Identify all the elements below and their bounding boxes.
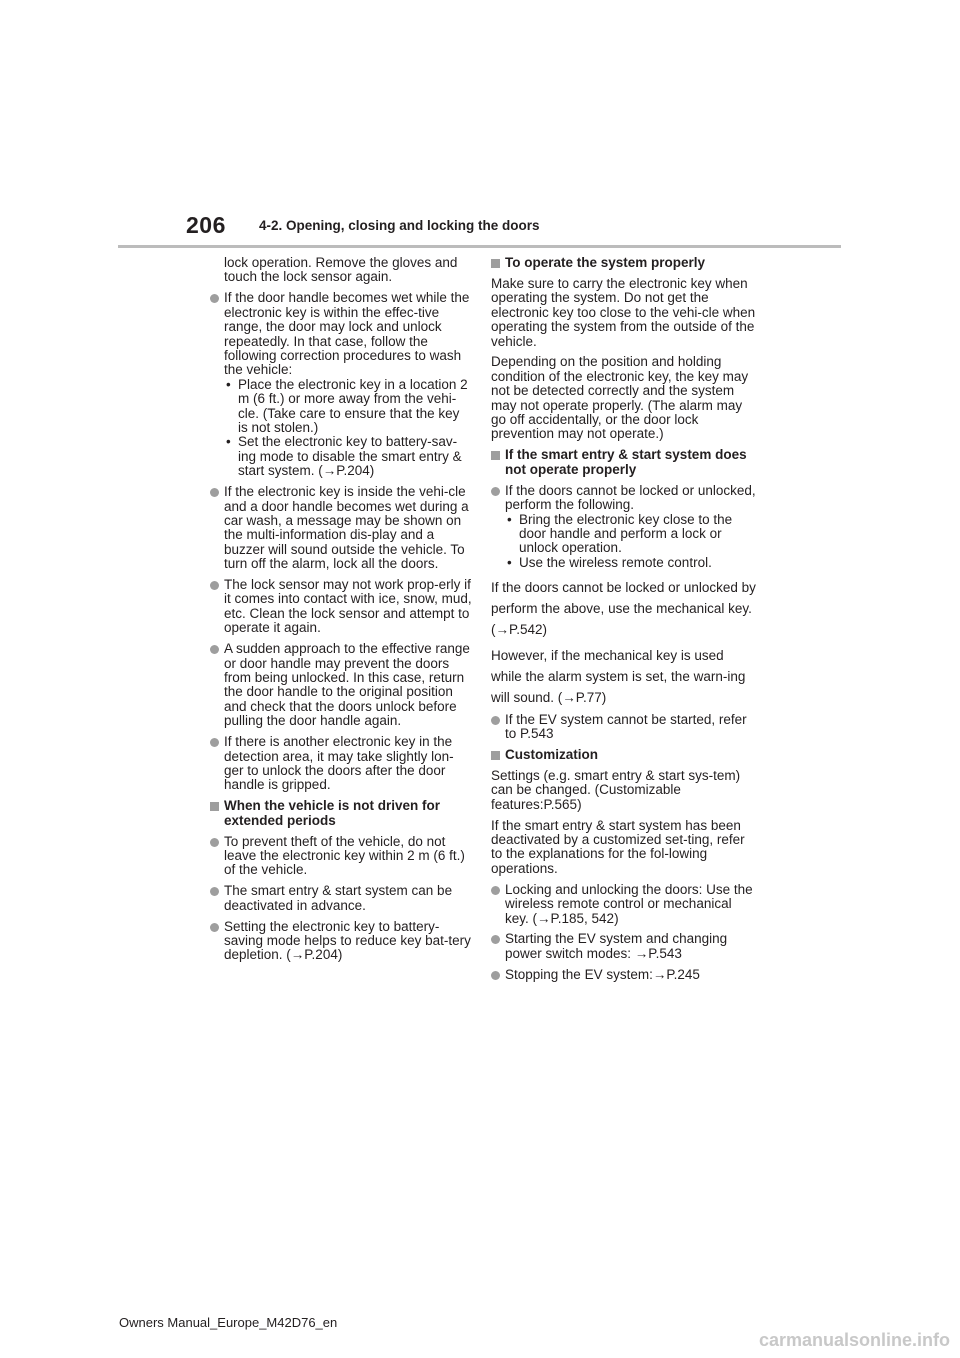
bullet-item: Locking and unlocking the doors: Use the wireless remote control or mechanical key. (→P.185, 542) [491, 883, 756, 926]
sub-bullet: • Bring the electronic key close to the door handle and perform a lock or unlock operation. [505, 513, 756, 556]
bullet-item [491, 484, 756, 570]
bullet-item: The lock sensor may not work prop-erly if it comes into contact with ice, snow, mud, etc. Clean the lock sensor and attempt to operate it again. [210, 578, 472, 636]
right-column [491, 256, 756, 989]
paragraph: Make sure to carry the electronic key when operating the system. Do not get the electronic key too close to the vehi-cle when operating the system from the outside of the vehicle. [491, 275, 756, 349]
bullet-item: Setting the electronic key to battery-saving mode helps to reduce key bat-tery depletion. (→P.204) [210, 920, 472, 963]
sub-bullet: • Place the electronic key in a location 2 m (6 ft.) or more away from the vehi-cle. (Take care to ensure that the key is not stolen.) [224, 378, 472, 436]
bullet-item [210, 291, 472, 478]
bullet-item: A sudden approach to the effective range or door handle may prevent the doors from being unlocked. In this case, return the door handle to the original position and check that the doors unlock before pulling the door handle again. [210, 642, 472, 728]
section-heading: If the smart entry & start system does not operate properly [491, 448, 756, 477]
section-heading: Customization [491, 748, 756, 762]
sub-bullet: • Set the electronic key to battery-sav-ing mode to disable the smart entry & start system. (→P.204) [224, 435, 472, 478]
page-number: 206 [186, 212, 226, 238]
bullet-item: The smart entry & start system can be deactivated in advance. [210, 884, 472, 913]
paragraph: If the smart entry & start system has been deactivated by a customized set-ting, refer to the explanations for the fol-lowing operations. [491, 817, 745, 876]
paragraph: However, if the mechanical key is used while the alarm system is set, the warn-ing will sound. (→P.77) [491, 647, 746, 705]
bullet-item: To prevent theft of the vehicle, do not leave the electronic key within 2 m (6 ft.) of the vehicle. [210, 835, 472, 878]
paragraph: If the doors cannot be locked or unlocked by perform the above, use the mechanical key. (→P.542) [491, 579, 756, 637]
bullet-item: Stopping the EV system:→P.245 [491, 968, 756, 982]
bullet-item: Starting the EV system and changing power switch modes: →P.543 [491, 932, 756, 961]
bullet-text: If the doors cannot be locked or unlocked, perform the following. [505, 482, 756, 513]
paragraph: Settings (e.g. smart entry & start sys-tem) can be changed. (Customizable features:P.565) [491, 767, 741, 812]
left-column [210, 256, 472, 969]
continued-text: lock operation. Remove the gloves and touch the lock sensor again. [224, 255, 458, 285]
bullet-item: If the EV system cannot be started, refer to P.543 [491, 713, 756, 742]
header-divider [118, 245, 841, 248]
section-heading: To operate the system properly [491, 256, 756, 270]
watermark: carmanualsonline.info [758, 1330, 950, 1350]
sub-bullet: • Use the wireless remote control. [505, 556, 756, 570]
footer-text: Owners Manual_Europe_M42D76_en [119, 1315, 338, 1330]
bullet-item: If the electronic key is inside the vehi-cle and a door handle becomes wet during a car wash, a message may be shown on the multi-information dis-play and a buzzer will sound outside the vehicle. To turn off the alarm, lock all the doors. [210, 485, 472, 571]
paragraph: Depending on the position and holding condition of the electronic key, the key may not be detected correctly and the system may not operate properly. (The alarm may go off accidentally, or the door lock prevention may not operate.) [491, 354, 749, 442]
bullet-text: If the door handle becomes wet while the electronic key is within the effec-tive range, the door may lock and unlock repeatedly. In that case, follow the following correction procedures to wash the vehicle: [224, 290, 470, 378]
bullet-item: If there is another electronic key in the detection area, it may take slightly lon-ger to unlock the doors after the door handle is gripped. [210, 735, 472, 793]
section-title: 4-2. Opening, closing and locking the doors [259, 218, 540, 233]
section-heading: When the vehicle is not driven for extended periods [210, 799, 472, 828]
